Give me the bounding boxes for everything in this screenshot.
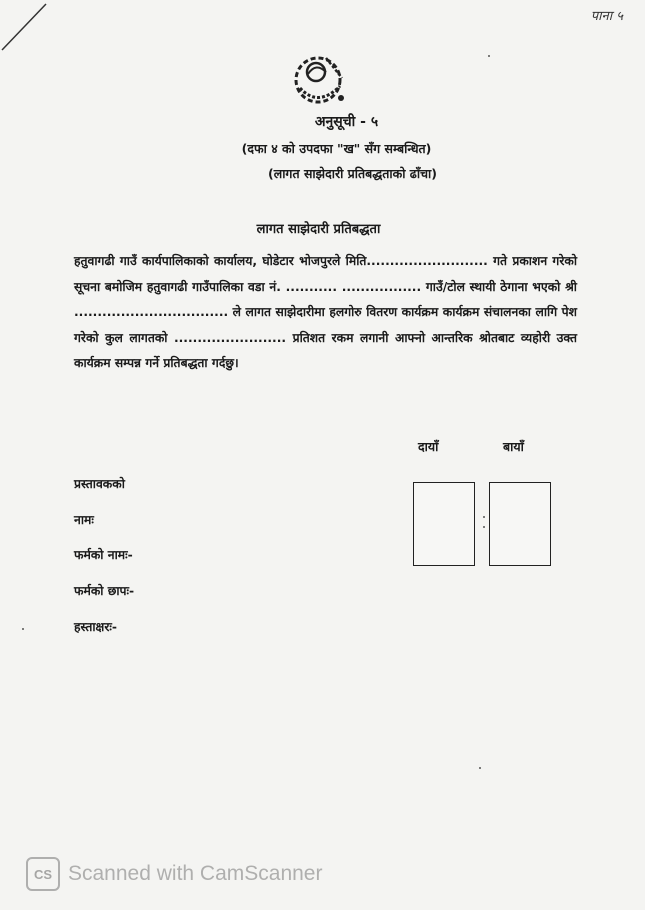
camscanner-logo-icon: CS bbox=[26, 857, 60, 891]
commitment-paragraph: हतुवागढी गाउँ कार्यपालिकाको कार्यालय, घोडेटार भोजपुरले मिति.......................... गते प्रकाशन गरेको सूचना बमोजिम हतुवागढी गाउँपालिका वडा नं. ........... ................. गाउँ/टोल स्थायी ठेगाना भएको श्री ................................. ले लागत साझेदारीमा हलगोरु वितरण कार्यक्रम कार्यक्रम संचालनका लागि पेश गरेको कुल लागतको ........................ प्रतिशत रकम लगानी आफ्नो आन्तरिक श्रोतबाट व्यहोरी उक्त कार्यक्रम सम्पन्न गर्ने प्रतिबद्धता गर्दछु। bbox=[74, 254, 577, 370]
firm-stamp-field-label: फर्मको छापः- bbox=[74, 584, 135, 598]
scan-speck bbox=[483, 526, 485, 528]
camscanner-watermark bbox=[26, 858, 322, 890]
document-heading: लागत साझेदारी प्रतिबद्धता bbox=[256, 222, 381, 237]
proposer-label: प्रस्तावकको bbox=[74, 477, 125, 491]
municipality-seal-stamp bbox=[286, 48, 356, 118]
signature-field-label: हस्ताक्षरः- bbox=[74, 620, 117, 634]
handwritten-page-note: पाना ५ bbox=[590, 9, 623, 24]
camscanner-watermark-text: Scanned with CamScanner bbox=[68, 862, 323, 885]
right-thumb-label: दायाँ bbox=[418, 439, 439, 454]
left-thumb-label: बायाँ bbox=[503, 439, 524, 454]
scan-speck bbox=[488, 55, 490, 57]
scan-speck bbox=[479, 767, 481, 769]
scan-speck bbox=[22, 628, 24, 630]
scan-speck bbox=[483, 516, 485, 518]
template-title: (लागत साझेदारी प्रतिबद्धताको ढाँचा) bbox=[268, 166, 437, 181]
annex-label: अनुसूची - ५ bbox=[314, 114, 379, 130]
name-field-label: नामः bbox=[74, 513, 94, 527]
page-fold-corner bbox=[0, 0, 60, 60]
firm-name-field-label: फर्मको नामः- bbox=[74, 548, 133, 562]
clause-reference: (दफा ४ को उपदफा "ख" सँग सम्बन्धित) bbox=[241, 141, 432, 156]
left-thumbprint-box bbox=[489, 482, 551, 566]
right-thumbprint-box bbox=[413, 482, 475, 566]
